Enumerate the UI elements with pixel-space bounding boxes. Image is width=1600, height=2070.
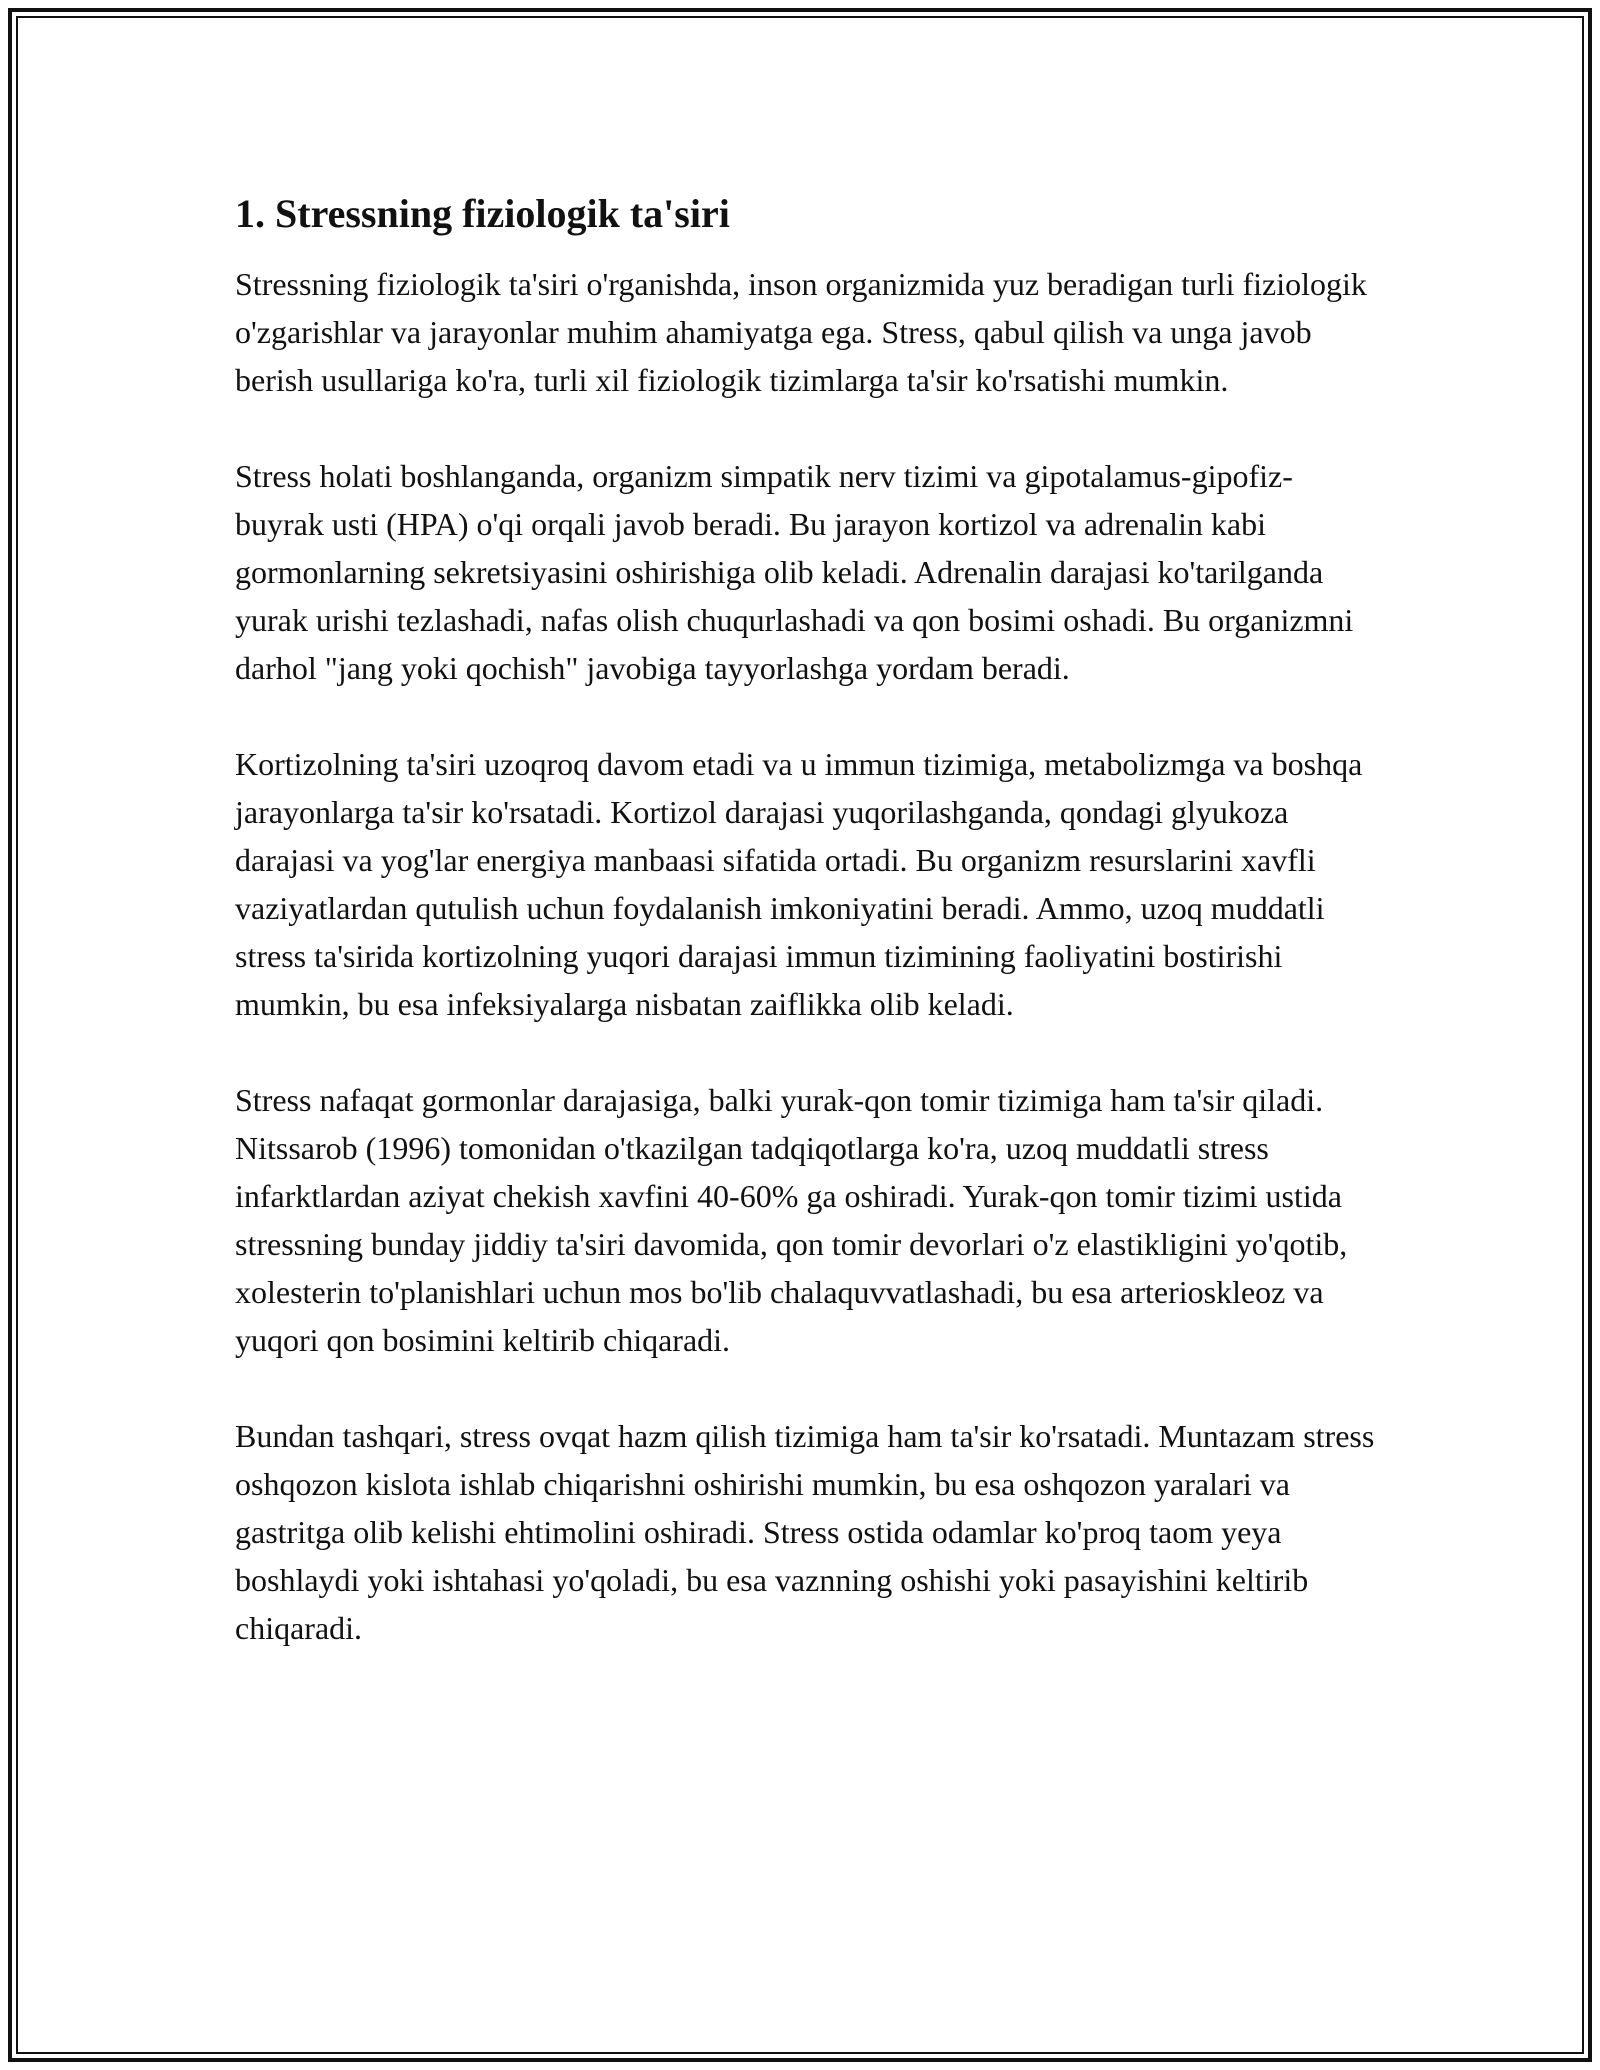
paragraph-1: Stressning fiziologik ta'siri o'rganishda, inson organizmida yuz beradigan turli fiziologik o'zgarishlar va jarayonlar muhim ahamiyatga ega. Stress, qabul qilish va unga javob berish usullariga ko'ra, turli xil fiziologik tizimlarga ta'sir ko'rsatishi mumkin. [235, 266, 1367, 398]
paragraph-5: Bundan tashqari, stress ovqat hazm qilish tizimiga ham ta'sir ko'rsatadi. Muntazam stress oshqozon kislota ishlab chiqarishni oshirishi mumkin, bu esa oshqozon yaralari va gastritga olib kelishi ehtimolini oshiradi. Stress ostida odamlar ko'proq taom yeya boshlaydi yoki ishtahasi yo'qoladi, bu esa vaznning oshishi yoki pasayishini keltirib chiqaradi. [235, 1418, 1375, 1646]
paragraph-4: Stress nafaqat gormonlar darajasiga, balki yurak-qon tomir tizimiga ham ta'sir qiladi. Nitssarob (1996) tomonidan o'tkazilgan tadqiqotlarga ko'ra, uzoq muddatli stress infarktlardan aziyat chekish xavfini 40-60% ga oshiradi. Yurak-qon tomir tizimi ustida stressning bunday jiddiy ta'siri davomida, qon tomir devorlari o'z elastikligini yo'qotib, xolesterin to'planishlari uchun mos bo'lib chalaquvvatlashadi, bu esa arterioskleoz va yuqori qon bosimini keltirib chiqaradi. [235, 1082, 1348, 1358]
paragraph-2: Stress holati boshlanganda, organizm simpatik nerv tizimi va gipotalamus-gipofiz-buyrak usti (HPA) o'qi orqali javob beradi. Bu jarayon kortizol va adrenalin kabi gormonlarning sekretsiyasini oshirishiga olib keladi. Adrenalin darajasi ko'tarilganda yurak urishi tezlashadi, nafas olish chuqurlashadi va qon bosimi oshadi. Bu organizmni darhol "jang yoki qochish" javobiga tayyorlashga yordam beradi. [235, 458, 1354, 686]
document-body [235, 186, 1375, 1652]
paragraph-3: Kortizolning ta'siri uzoqroq davom etadi va u immun tizimiga, metabolizmga va boshqa jarayonlarga ta'sir ko'rsatadi. Kortizol darajasi yuqorilashganda, qondagi glyukoza darajasi va yog'lar energiya manbaasi sifatida ortadi. Bu organizm resurslarini xavfli vaziyatlardan qutulish uchun foydalanish imkoniyatini beradi. Ammo, uzoq muddatli stress ta'sirida kortizolning yuqori darajasi immun tizimining faoliyatini bostirishi mumkin, bu esa infeksiyalarga nisbatan zaiflikka olib keladi. [235, 746, 1363, 1022]
section-heading: 1. Stressning fiziologik ta'siri [235, 191, 730, 236]
